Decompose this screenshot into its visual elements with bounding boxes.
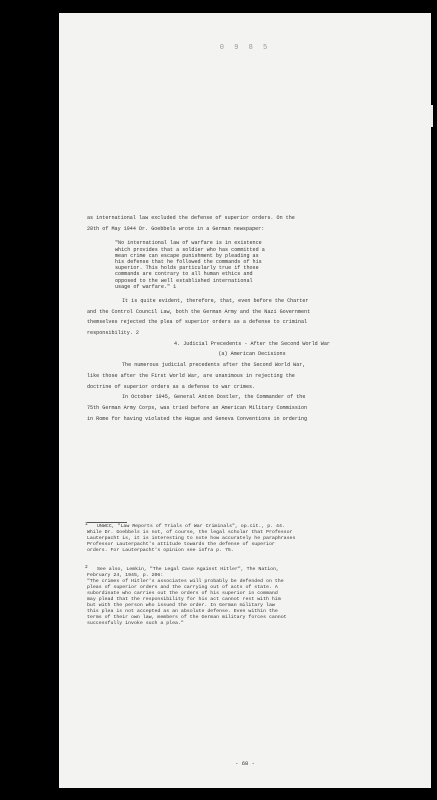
footnote-line: UNWCC, "Law Reports of Trials of War Criminals", op.cit., p. 44. [97,524,285,529]
body-line: The numerous judicial precedents after the Second World War, [122,362,306,369]
footnote-line: may plead that the responsibility for his act cannot rest with him [87,596,281,602]
page-header-marker: 0 9 8 5 [219,44,271,52]
goebbels-quote [115,240,417,290]
body-line: In October 1945, General Anton Dostler, the Commander of the [122,394,306,401]
quote-line: usage of warfare." 1 [115,283,177,290]
quote-line: "No international law of warfare is in existence [115,240,262,247]
section-subheading: (a) American Decisions [218,351,286,358]
document-page [59,13,431,788]
footnote-line: pleas of superior orders and the carrying out of acts of state. A [87,584,278,590]
footnote-line: successfully invoke such a plea." [87,620,184,626]
binding-strip [430,105,433,127]
footnote-line: subordinate who carries out the orders of his superior in command [87,590,278,596]
footnote-line: "The crimes of Hitler's associates will probably be defended on the [87,578,284,584]
page-number: - 68 - [235,760,255,767]
quote-line: mean crime can escape punishment by pleading as [115,252,259,259]
body-line: like those after the First World War, are unanimous in rejecting the [87,372,295,379]
footnote-number: 1 [85,522,88,527]
footnote-line: While Dr. Goebbels is not, of course, the legal scholar that Professor [87,529,293,535]
footnote-line: February 24, 1945, p. 206: [87,572,164,578]
footnote-line: terms of their own law, members of the German military forces cannot [87,614,287,620]
body-line: and the Control Council Law, both the German Army and the Nazi Government [87,308,311,315]
section-heading: 4. Judicial Precedents - After the Second World War [174,340,330,347]
body-line: 28th of May 1944 Dr. Goebbels wrote in a German newspaper: [87,225,265,232]
quote-line: which provides that a soldier who has committed a [115,246,265,253]
footnote-line: but with the person who issued the order. In German military law [87,602,275,608]
body-line: It is quite evident, therefore, that, even before the Charter [122,298,309,304]
main-text [87,213,417,424]
footnote-line: Lauterpacht is, it is interesting to note how accurately he paraphrases [87,535,296,541]
quote-line: commands are contrary to all human ethics and [115,271,253,278]
quote-line: his defense that he followed the commands of his [115,258,262,265]
footnote-1 [87,524,295,554]
footnote-line: See also, Lemkin, "The Legal Case Against Hitler", The Nation, [97,567,279,572]
quote-line: opposed to the well established international [115,277,253,284]
body-line: 75th German Army Corps, was tried before an American Military Commission [87,404,308,411]
footnote-line: orders. For Lauterpacht's opinion see infra p. 75. [87,547,234,553]
body-line: themselves rejected the plea of superior orders as a defense to criminal [87,319,308,326]
quote-line: superior. This holds particularly true if those [115,265,259,272]
footnote-2 [87,567,287,627]
body-line: doctrine of superior orders as a defense to war crimes. [87,383,256,390]
footnote-line: this plea is not accepted as an absolute defense. Even within the [87,608,278,614]
body-line: in Rome for having violated the Hague and Geneva Conventions in ordering [87,415,308,422]
footnote-divider [87,522,127,523]
body-line: responsibility. 2 [87,330,139,337]
footnote-line: Professor Lauterpacht's attitude towards the defense of superior [87,541,275,547]
footnote-number: 2 [85,565,88,570]
body-line: as international law excluded the defense of superior orders. On the [87,215,295,221]
